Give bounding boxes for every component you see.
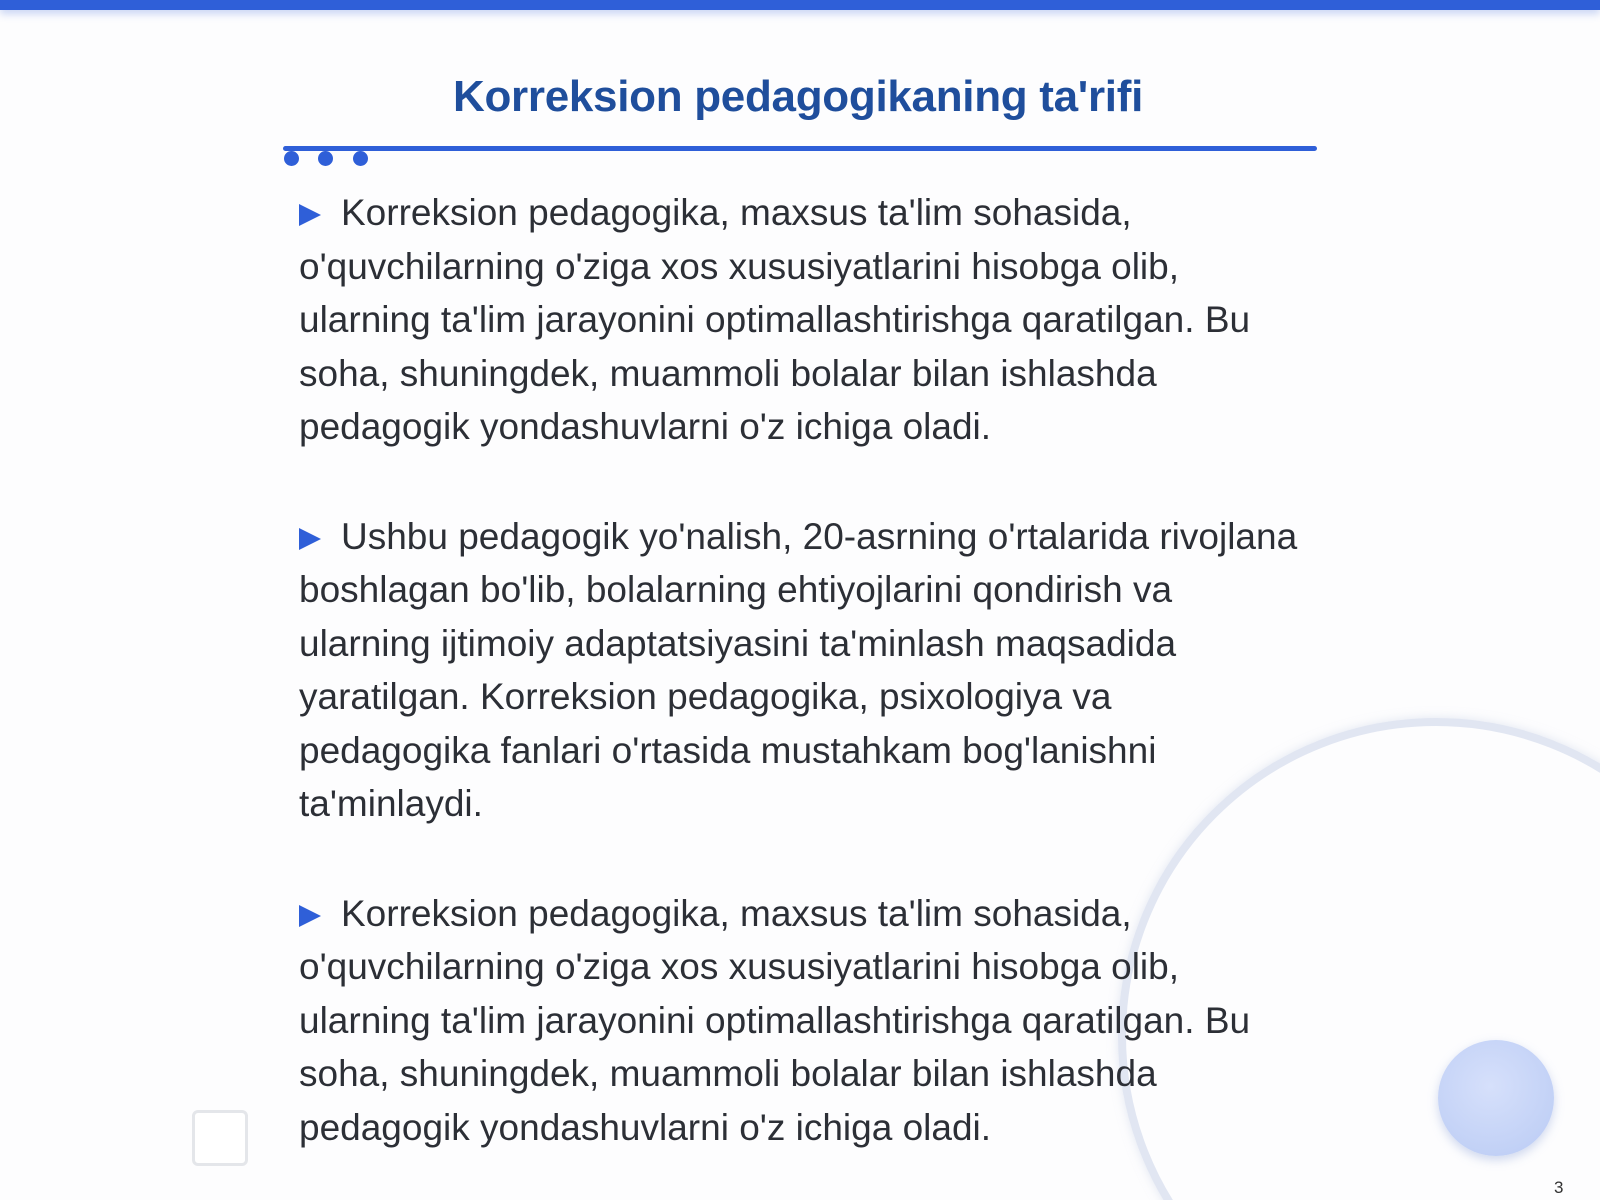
- top-accent-bar: [0, 0, 1600, 10]
- paragraph-text: Korreksion pedagogika, maxsus ta'lim sohasida, o'quvchilarning o'ziga xos xususiyatlarini hisobga olib, ularning ta'lim jarayonini optimallashtirishga qaratilgan. Bu soha, shuningdek, muammoli bolalar bilan ishlashda pedagogik yondashuvlarni o'z ichiga oladi.: [299, 192, 1251, 447]
- paragraph-text: Korreksion pedagogika, maxsus ta'lim sohasida, o'quvchilarning o'ziga xos xususiyatlarini hisobga olib, ularning ta'lim jarayonini optimallashtirishga qaratilgan. Bu soha, shuningdek, muammoli bolalar bilan ishlashda pedagogik yondashuvlarni o'z ichiga oladi.: [299, 892, 1251, 1148]
- underline-dot: [318, 151, 333, 166]
- page-number: 3: [1554, 1178, 1564, 1197]
- underline-dot: [353, 151, 368, 166]
- underline-dot: [284, 151, 299, 166]
- slide-title: Korreksion pedagogikaning ta'rifi: [453, 72, 1143, 121]
- bullet-list: [299, 186, 1309, 1200]
- paragraph-text: Ushbu pedagogik yo'nalish, 20-asrning o'rtalarida rivojlana boshlagan bo'lib, bolalarning ehtiyojlarini qondirish va ularning ijtimoiy adaptatsiyasini ta'minlash maqsadida yaratilgan. Korreksion pedagogika, psixologiya va pedagogika fanlari o'rtasida mustahkam bog'lanishni ta'minlaydi.: [299, 515, 1298, 824]
- triangle-right-icon: [299, 905, 321, 927]
- title-underline: [283, 146, 1317, 151]
- triangle-right-icon: [299, 204, 321, 226]
- bullet-paragraph: [299, 186, 1309, 454]
- bullet-paragraph: [299, 887, 1309, 1155]
- triangle-right-icon: [299, 528, 321, 550]
- decorative-square: [192, 1110, 248, 1166]
- bullet-paragraph: [299, 510, 1309, 831]
- decorative-circle: [1438, 1040, 1554, 1156]
